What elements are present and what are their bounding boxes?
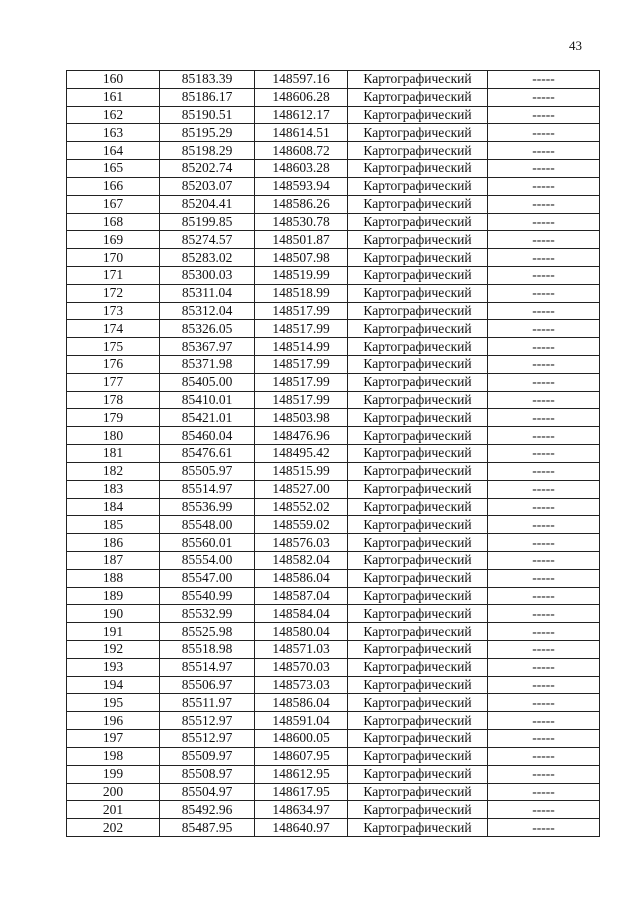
accuracy-cell: ----- xyxy=(488,569,600,587)
y-coordinate-cell: 148586.04 xyxy=(255,569,348,587)
x-coordinate-cell: 85190.51 xyxy=(160,106,255,124)
y-coordinate-cell: 148634.97 xyxy=(255,801,348,819)
x-coordinate-cell: 85198.29 xyxy=(160,142,255,160)
coordinates-table-body xyxy=(67,71,600,837)
table-row xyxy=(67,587,600,605)
table-row xyxy=(67,765,600,783)
point-number-cell: 184 xyxy=(67,498,160,516)
method-cell: Картографический xyxy=(348,427,488,445)
table-row xyxy=(67,106,600,124)
x-coordinate-cell: 85512.97 xyxy=(160,730,255,748)
y-coordinate-cell: 148527.00 xyxy=(255,480,348,498)
table-row xyxy=(67,801,600,819)
x-coordinate-cell: 85326.05 xyxy=(160,320,255,338)
table-row xyxy=(67,694,600,712)
x-coordinate-cell: 85202.74 xyxy=(160,160,255,178)
x-coordinate-cell: 85532.99 xyxy=(160,605,255,623)
y-coordinate-cell: 148612.95 xyxy=(255,765,348,783)
point-number-cell: 170 xyxy=(67,249,160,267)
method-cell: Картографический xyxy=(348,160,488,178)
x-coordinate-cell: 85514.97 xyxy=(160,658,255,676)
coordinates-table xyxy=(66,70,600,837)
accuracy-cell: ----- xyxy=(488,320,600,338)
accuracy-cell: ----- xyxy=(488,160,600,178)
accuracy-cell: ----- xyxy=(488,462,600,480)
x-coordinate-cell: 85518.98 xyxy=(160,641,255,659)
point-number-cell: 189 xyxy=(67,587,160,605)
method-cell: Картографический xyxy=(348,694,488,712)
x-coordinate-cell: 85540.99 xyxy=(160,587,255,605)
method-cell: Картографический xyxy=(348,195,488,213)
y-coordinate-cell: 148519.99 xyxy=(255,266,348,284)
point-number-cell: 191 xyxy=(67,623,160,641)
accuracy-cell: ----- xyxy=(488,587,600,605)
x-coordinate-cell: 85511.97 xyxy=(160,694,255,712)
point-number-cell: 190 xyxy=(67,605,160,623)
method-cell: Картографический xyxy=(348,623,488,641)
y-coordinate-cell: 148571.03 xyxy=(255,641,348,659)
page-number: 43 xyxy=(569,38,582,53)
table-row xyxy=(67,71,600,89)
y-coordinate-cell: 148559.02 xyxy=(255,516,348,534)
point-number-cell: 173 xyxy=(67,302,160,320)
table-row xyxy=(67,534,600,552)
point-number-cell: 192 xyxy=(67,641,160,659)
table-row xyxy=(67,391,600,409)
y-coordinate-cell: 148584.04 xyxy=(255,605,348,623)
table-row xyxy=(67,195,600,213)
x-coordinate-cell: 85421.01 xyxy=(160,409,255,427)
table-row xyxy=(67,231,600,249)
accuracy-cell: ----- xyxy=(488,747,600,765)
accuracy-cell: ----- xyxy=(488,177,600,195)
x-coordinate-cell: 85536.99 xyxy=(160,498,255,516)
accuracy-cell: ----- xyxy=(488,373,600,391)
y-coordinate-cell: 148606.28 xyxy=(255,88,348,106)
method-cell: Картографический xyxy=(348,124,488,142)
y-coordinate-cell: 148608.72 xyxy=(255,142,348,160)
y-coordinate-cell: 148515.99 xyxy=(255,462,348,480)
accuracy-cell: ----- xyxy=(488,266,600,284)
point-number-cell: 195 xyxy=(67,694,160,712)
y-coordinate-cell: 148593.94 xyxy=(255,177,348,195)
point-number-cell: 202 xyxy=(67,819,160,837)
method-cell: Картографический xyxy=(348,373,488,391)
y-coordinate-cell: 148570.03 xyxy=(255,658,348,676)
method-cell: Картографический xyxy=(348,676,488,694)
table-row xyxy=(67,177,600,195)
method-cell: Картографический xyxy=(348,88,488,106)
point-number-cell: 172 xyxy=(67,284,160,302)
table-row xyxy=(67,819,600,837)
method-cell: Картографический xyxy=(348,569,488,587)
method-cell: Картографический xyxy=(348,712,488,730)
y-coordinate-cell: 148530.78 xyxy=(255,213,348,231)
x-coordinate-cell: 85367.97 xyxy=(160,338,255,356)
accuracy-cell: ----- xyxy=(488,819,600,837)
accuracy-cell: ----- xyxy=(488,445,600,463)
x-coordinate-cell: 85300.03 xyxy=(160,266,255,284)
table-row xyxy=(67,747,600,765)
point-number-cell: 176 xyxy=(67,356,160,374)
point-number-cell: 200 xyxy=(67,783,160,801)
accuracy-cell: ----- xyxy=(488,658,600,676)
table-row xyxy=(67,338,600,356)
y-coordinate-cell: 148612.17 xyxy=(255,106,348,124)
accuracy-cell: ----- xyxy=(488,551,600,569)
table-row xyxy=(67,569,600,587)
accuracy-cell: ----- xyxy=(488,195,600,213)
x-coordinate-cell: 85186.17 xyxy=(160,88,255,106)
y-coordinate-cell: 148614.51 xyxy=(255,124,348,142)
x-coordinate-cell: 85195.29 xyxy=(160,124,255,142)
method-cell: Картографический xyxy=(348,266,488,284)
method-cell: Картографический xyxy=(348,445,488,463)
accuracy-cell: ----- xyxy=(488,623,600,641)
y-coordinate-cell: 148507.98 xyxy=(255,249,348,267)
accuracy-cell: ----- xyxy=(488,124,600,142)
x-coordinate-cell: 85525.98 xyxy=(160,623,255,641)
accuracy-cell: ----- xyxy=(488,231,600,249)
x-coordinate-cell: 85274.57 xyxy=(160,231,255,249)
table-row xyxy=(67,730,600,748)
point-number-cell: 188 xyxy=(67,569,160,587)
method-cell: Картографический xyxy=(348,177,488,195)
x-coordinate-cell: 85509.97 xyxy=(160,747,255,765)
x-coordinate-cell: 85405.00 xyxy=(160,373,255,391)
point-number-cell: 187 xyxy=(67,551,160,569)
point-number-cell: 197 xyxy=(67,730,160,748)
table-row xyxy=(67,551,600,569)
method-cell: Картографический xyxy=(348,142,488,160)
table-row xyxy=(67,462,600,480)
method-cell: Картографический xyxy=(348,730,488,748)
method-cell: Картографический xyxy=(348,213,488,231)
y-coordinate-cell: 148517.99 xyxy=(255,373,348,391)
accuracy-cell: ----- xyxy=(488,783,600,801)
method-cell: Картографический xyxy=(348,462,488,480)
table-row xyxy=(67,124,600,142)
x-coordinate-cell: 85203.07 xyxy=(160,177,255,195)
point-number-cell: 174 xyxy=(67,320,160,338)
table-row xyxy=(67,409,600,427)
method-cell: Картографический xyxy=(348,587,488,605)
x-coordinate-cell: 85199.85 xyxy=(160,213,255,231)
x-coordinate-cell: 85312.04 xyxy=(160,302,255,320)
point-number-cell: 178 xyxy=(67,391,160,409)
y-coordinate-cell: 148600.05 xyxy=(255,730,348,748)
y-coordinate-cell: 148517.99 xyxy=(255,302,348,320)
accuracy-cell: ----- xyxy=(488,106,600,124)
accuracy-cell: ----- xyxy=(488,534,600,552)
y-coordinate-cell: 148607.95 xyxy=(255,747,348,765)
x-coordinate-cell: 85183.39 xyxy=(160,71,255,89)
x-coordinate-cell: 85504.97 xyxy=(160,783,255,801)
accuracy-cell: ----- xyxy=(488,765,600,783)
table-row xyxy=(67,142,600,160)
y-coordinate-cell: 148518.99 xyxy=(255,284,348,302)
table-row xyxy=(67,266,600,284)
point-number-cell: 175 xyxy=(67,338,160,356)
accuracy-cell: ----- xyxy=(488,641,600,659)
y-coordinate-cell: 148603.28 xyxy=(255,160,348,178)
point-number-cell: 165 xyxy=(67,160,160,178)
table-row xyxy=(67,605,600,623)
accuracy-cell: ----- xyxy=(488,730,600,748)
point-number-cell: 179 xyxy=(67,409,160,427)
accuracy-cell: ----- xyxy=(488,409,600,427)
table-row xyxy=(67,160,600,178)
point-number-cell: 180 xyxy=(67,427,160,445)
table-row xyxy=(67,516,600,534)
method-cell: Картографический xyxy=(348,765,488,783)
y-coordinate-cell: 148580.04 xyxy=(255,623,348,641)
method-cell: Картографический xyxy=(348,605,488,623)
y-coordinate-cell: 148501.87 xyxy=(255,231,348,249)
point-number-cell: 194 xyxy=(67,676,160,694)
point-number-cell: 182 xyxy=(67,462,160,480)
point-number-cell: 162 xyxy=(67,106,160,124)
method-cell: Картографический xyxy=(348,641,488,659)
accuracy-cell: ----- xyxy=(488,142,600,160)
accuracy-cell: ----- xyxy=(488,356,600,374)
y-coordinate-cell: 148573.03 xyxy=(255,676,348,694)
method-cell: Картографический xyxy=(348,747,488,765)
accuracy-cell: ----- xyxy=(488,71,600,89)
x-coordinate-cell: 85492.96 xyxy=(160,801,255,819)
accuracy-cell: ----- xyxy=(488,801,600,819)
method-cell: Картографический xyxy=(348,71,488,89)
y-coordinate-cell: 148495.42 xyxy=(255,445,348,463)
method-cell: Картографический xyxy=(348,391,488,409)
method-cell: Картографический xyxy=(348,480,488,498)
method-cell: Картографический xyxy=(348,819,488,837)
point-number-cell: 193 xyxy=(67,658,160,676)
accuracy-cell: ----- xyxy=(488,605,600,623)
y-coordinate-cell: 148586.04 xyxy=(255,694,348,712)
y-coordinate-cell: 148582.04 xyxy=(255,551,348,569)
accuracy-cell: ----- xyxy=(488,391,600,409)
x-coordinate-cell: 85512.97 xyxy=(160,712,255,730)
point-number-cell: 163 xyxy=(67,124,160,142)
point-number-cell: 185 xyxy=(67,516,160,534)
x-coordinate-cell: 85547.00 xyxy=(160,569,255,587)
point-number-cell: 181 xyxy=(67,445,160,463)
point-number-cell: 164 xyxy=(67,142,160,160)
x-coordinate-cell: 85476.61 xyxy=(160,445,255,463)
method-cell: Картографический xyxy=(348,231,488,249)
method-cell: Картографический xyxy=(348,551,488,569)
table-row xyxy=(67,356,600,374)
y-coordinate-cell: 148517.99 xyxy=(255,391,348,409)
accuracy-cell: ----- xyxy=(488,676,600,694)
y-coordinate-cell: 148617.95 xyxy=(255,783,348,801)
point-number-cell: 169 xyxy=(67,231,160,249)
accuracy-cell: ----- xyxy=(488,498,600,516)
table-row xyxy=(67,320,600,338)
point-number-cell: 201 xyxy=(67,801,160,819)
y-coordinate-cell: 148587.04 xyxy=(255,587,348,605)
y-coordinate-cell: 148517.99 xyxy=(255,356,348,374)
method-cell: Картографический xyxy=(348,801,488,819)
x-coordinate-cell: 85560.01 xyxy=(160,534,255,552)
x-coordinate-cell: 85371.98 xyxy=(160,356,255,374)
x-coordinate-cell: 85554.00 xyxy=(160,551,255,569)
point-number-cell: 168 xyxy=(67,213,160,231)
table-row xyxy=(67,480,600,498)
method-cell: Картографический xyxy=(348,409,488,427)
table-row xyxy=(67,302,600,320)
method-cell: Картографический xyxy=(348,284,488,302)
point-number-cell: 186 xyxy=(67,534,160,552)
table-row xyxy=(67,498,600,516)
y-coordinate-cell: 148476.96 xyxy=(255,427,348,445)
y-coordinate-cell: 148517.99 xyxy=(255,320,348,338)
table-row xyxy=(67,88,600,106)
x-coordinate-cell: 85548.00 xyxy=(160,516,255,534)
y-coordinate-cell: 148586.26 xyxy=(255,195,348,213)
x-coordinate-cell: 85204.41 xyxy=(160,195,255,213)
accuracy-cell: ----- xyxy=(488,284,600,302)
table-row xyxy=(67,712,600,730)
y-coordinate-cell: 148503.98 xyxy=(255,409,348,427)
table-row xyxy=(67,213,600,231)
point-number-cell: 183 xyxy=(67,480,160,498)
table-row xyxy=(67,249,600,267)
y-coordinate-cell: 148597.16 xyxy=(255,71,348,89)
method-cell: Картографический xyxy=(348,106,488,124)
accuracy-cell: ----- xyxy=(488,338,600,356)
accuracy-cell: ----- xyxy=(488,302,600,320)
point-number-cell: 167 xyxy=(67,195,160,213)
x-coordinate-cell: 85410.01 xyxy=(160,391,255,409)
table-row xyxy=(67,658,600,676)
y-coordinate-cell: 148552.02 xyxy=(255,498,348,516)
x-coordinate-cell: 85460.04 xyxy=(160,427,255,445)
method-cell: Картографический xyxy=(348,356,488,374)
method-cell: Картографический xyxy=(348,320,488,338)
method-cell: Картографический xyxy=(348,249,488,267)
x-coordinate-cell: 85508.97 xyxy=(160,765,255,783)
accuracy-cell: ----- xyxy=(488,480,600,498)
point-number-cell: 198 xyxy=(67,747,160,765)
method-cell: Картографический xyxy=(348,498,488,516)
y-coordinate-cell: 148514.99 xyxy=(255,338,348,356)
accuracy-cell: ----- xyxy=(488,712,600,730)
x-coordinate-cell: 85506.97 xyxy=(160,676,255,694)
accuracy-cell: ----- xyxy=(488,213,600,231)
x-coordinate-cell: 85487.95 xyxy=(160,819,255,837)
method-cell: Картографический xyxy=(348,783,488,801)
point-number-cell: 160 xyxy=(67,71,160,89)
y-coordinate-cell: 148576.03 xyxy=(255,534,348,552)
table-row xyxy=(67,641,600,659)
method-cell: Картографический xyxy=(348,534,488,552)
point-number-cell: 171 xyxy=(67,266,160,284)
method-cell: Картографический xyxy=(348,302,488,320)
accuracy-cell: ----- xyxy=(488,249,600,267)
y-coordinate-cell: 148640.97 xyxy=(255,819,348,837)
point-number-cell: 177 xyxy=(67,373,160,391)
x-coordinate-cell: 85283.02 xyxy=(160,249,255,267)
accuracy-cell: ----- xyxy=(488,88,600,106)
point-number-cell: 199 xyxy=(67,765,160,783)
point-number-cell: 161 xyxy=(67,88,160,106)
table-row xyxy=(67,623,600,641)
accuracy-cell: ----- xyxy=(488,694,600,712)
x-coordinate-cell: 85505.97 xyxy=(160,462,255,480)
accuracy-cell: ----- xyxy=(488,427,600,445)
table-row xyxy=(67,427,600,445)
y-coordinate-cell: 148591.04 xyxy=(255,712,348,730)
point-number-cell: 196 xyxy=(67,712,160,730)
table-row xyxy=(67,676,600,694)
accuracy-cell: ----- xyxy=(488,516,600,534)
table-row xyxy=(67,783,600,801)
method-cell: Картографический xyxy=(348,516,488,534)
x-coordinate-cell: 85514.97 xyxy=(160,480,255,498)
method-cell: Картографический xyxy=(348,658,488,676)
point-number-cell: 166 xyxy=(67,177,160,195)
x-coordinate-cell: 85311.04 xyxy=(160,284,255,302)
table-row xyxy=(67,445,600,463)
table-row xyxy=(67,373,600,391)
method-cell: Картографический xyxy=(348,338,488,356)
table-row xyxy=(67,284,600,302)
